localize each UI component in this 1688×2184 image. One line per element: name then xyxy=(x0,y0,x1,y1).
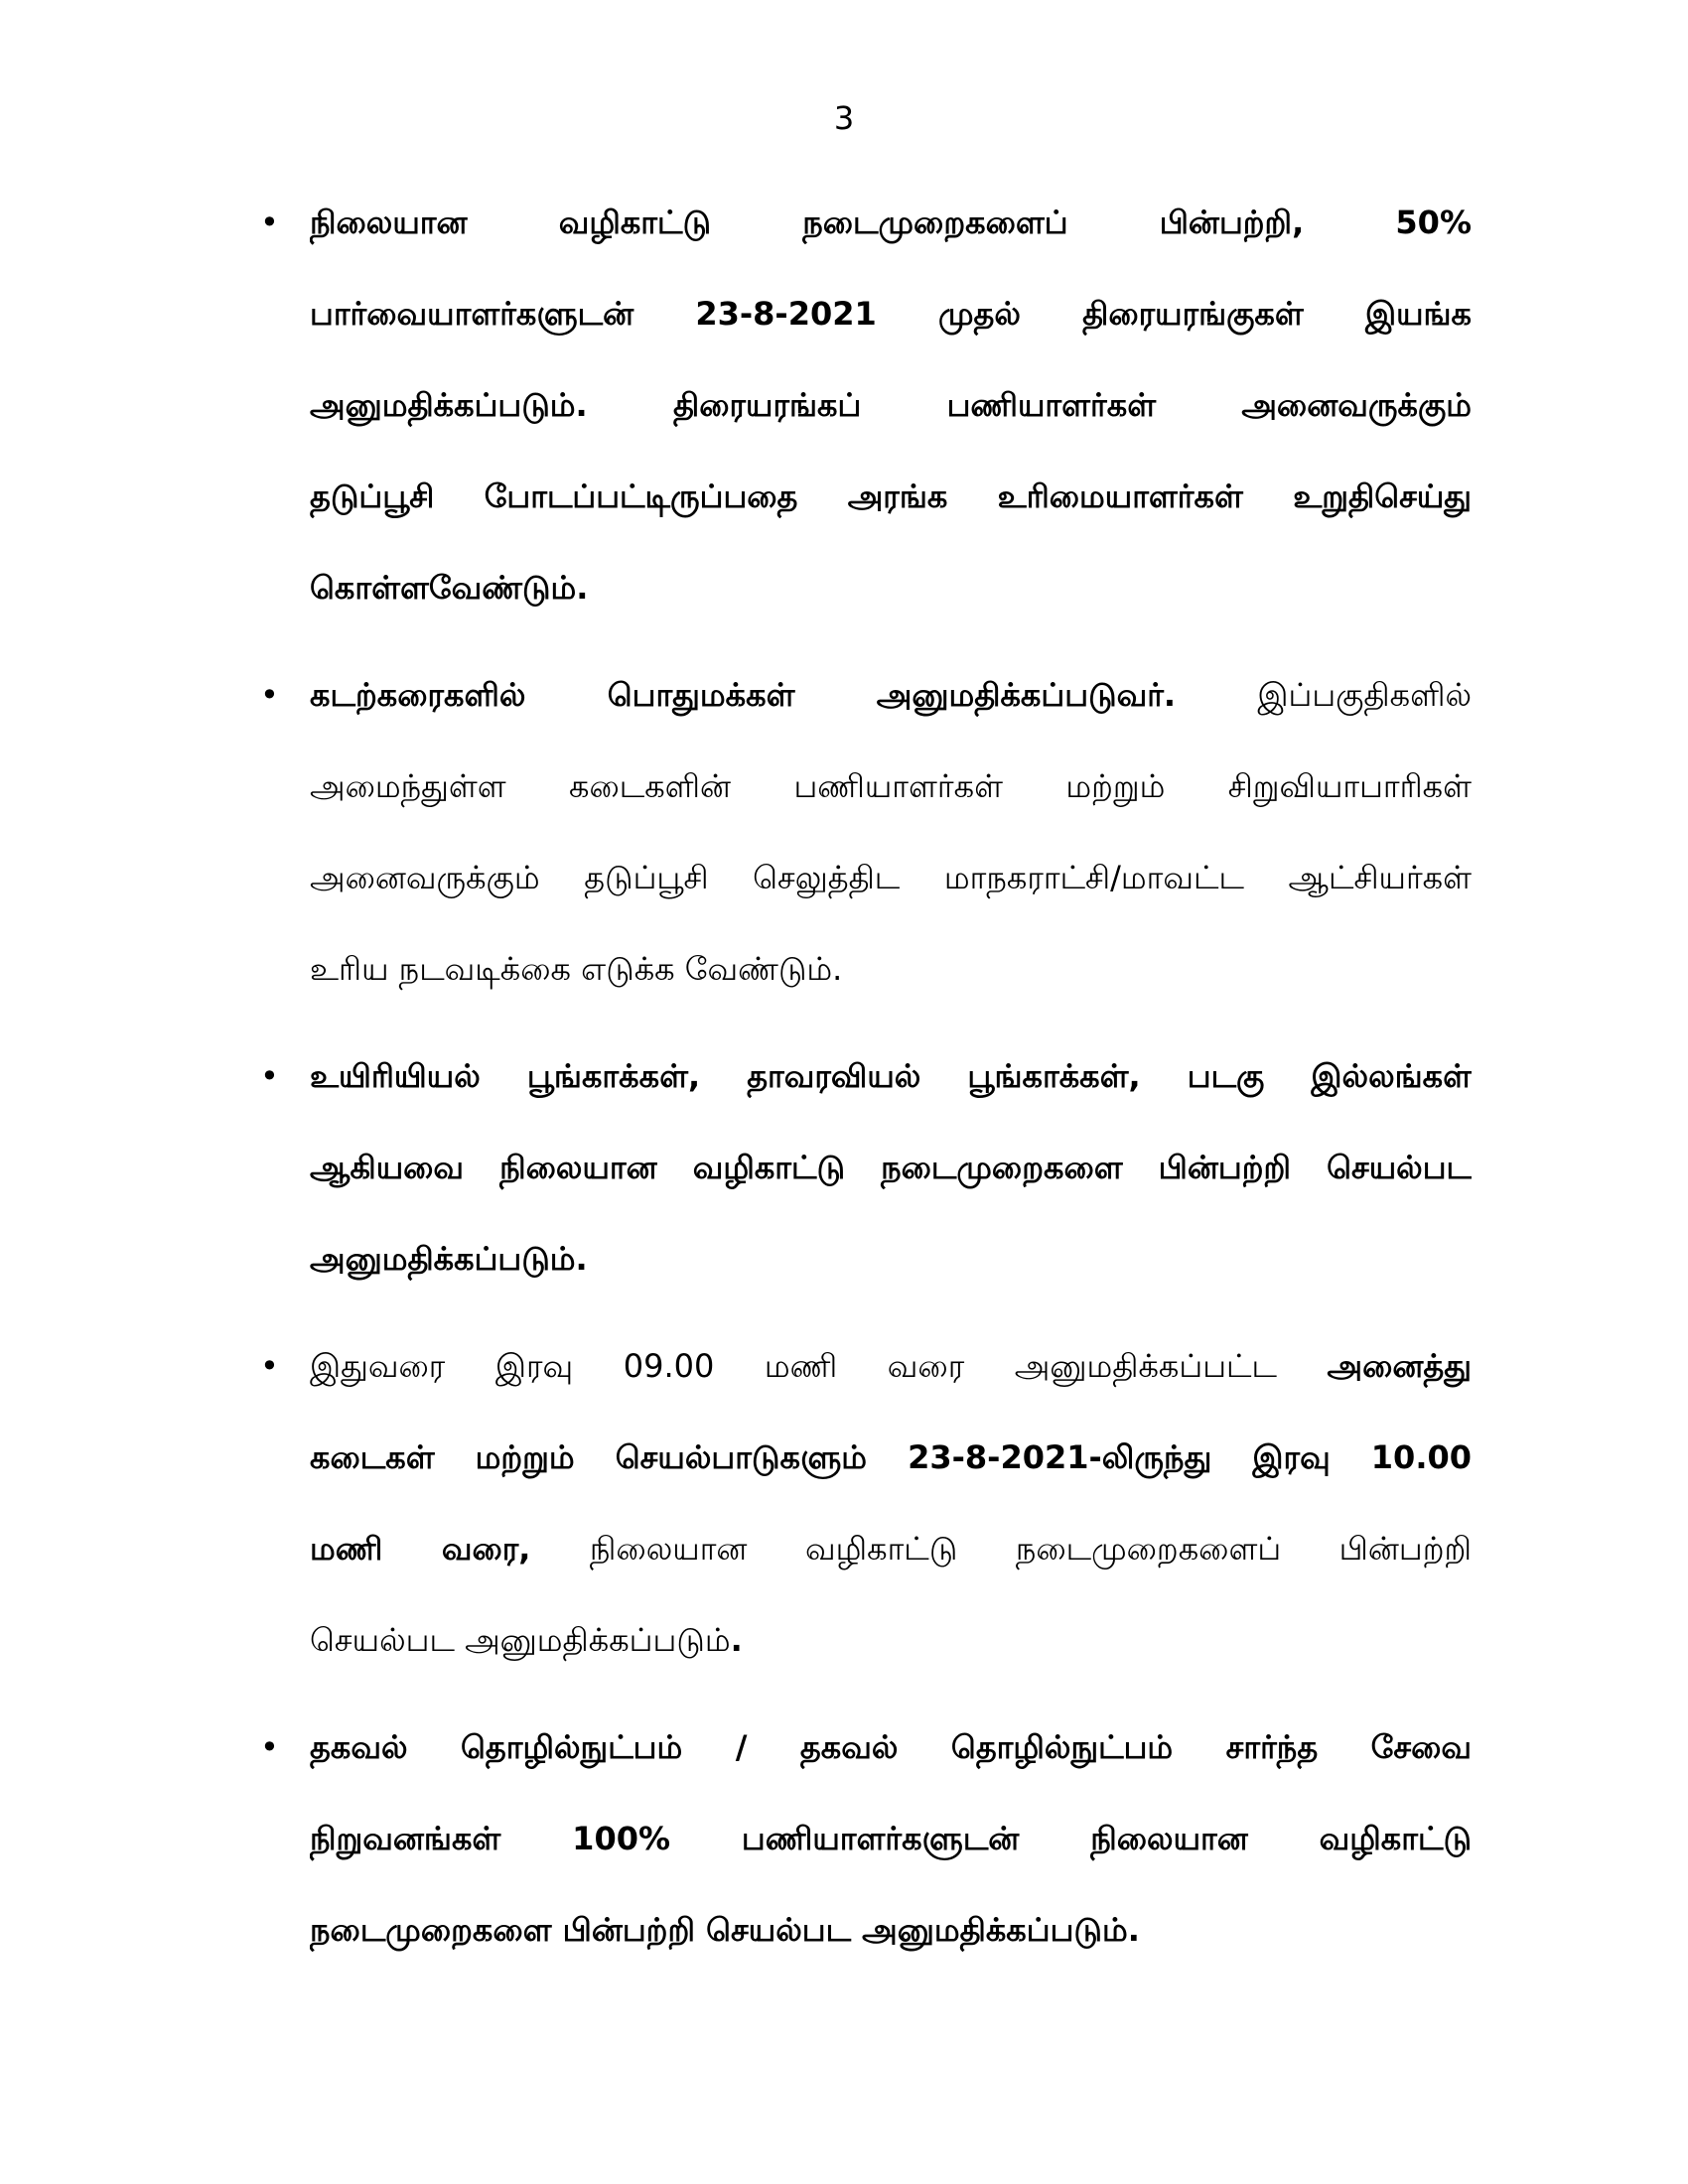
text-line xyxy=(310,649,1472,741)
text-segment: அனைத்து xyxy=(1327,1347,1472,1385)
text-line xyxy=(310,1320,1472,1412)
text-segment: கடற்கரைகளில் பொதுமக்கள் அனுமதிக்கப்படுவர். xyxy=(310,676,1258,714)
text-segment: உரிய நடவடிக்கை எடுக்க வேண்டும். xyxy=(310,950,843,988)
text-segment: பார்வையாளர்களுடன் 23-8-2021 முதல் திரையரங்குகள் இயங்க xyxy=(310,295,1472,333)
text-segment: அனுமதிக்கப்படும். திரையரங்கப் பணியாளர்கள் அனைவருக்கும் xyxy=(310,386,1472,424)
text-line xyxy=(310,1793,1472,1884)
bullet-dot-icon: • xyxy=(260,1057,279,1095)
text-segment: அமைந்துள்ள கடைகளின் பணியாளர்கள் மற்றும் சிறுவியாபாரிகள் xyxy=(310,767,1472,805)
text-segment: அனுமதிக்கப்படும். xyxy=(310,1240,588,1278)
bullet-list xyxy=(260,177,1472,1991)
bullet-dot-icon: • xyxy=(260,204,279,241)
text-segment: நிலையான வழிகாட்டு நடைமுறைகளைப் பின்பற்றி, 50% xyxy=(310,204,1472,241)
text-line xyxy=(310,359,1472,451)
text-line xyxy=(310,1594,1472,1686)
text-line xyxy=(310,451,1472,542)
text-segment: நடைமுறைகளை பின்பற்றி செயல்பட அனுமதிக்கப்படும். xyxy=(310,1911,1140,1949)
text-segment: மணி வரை, xyxy=(310,1530,590,1568)
text-line xyxy=(310,177,1472,268)
text-segment: இதுவரை இரவு 09.00 மணி வரை அனுமதிக்கப்பட்ட xyxy=(310,1347,1328,1385)
bullet-dot-icon: • xyxy=(260,676,279,714)
text-segment: செயல்பட அனுமதிக்கப்படும் xyxy=(310,1621,731,1659)
bullet-item xyxy=(260,1030,1472,1304)
text-segment: அனைவருக்கும் தடுப்பூசி செலுத்திட மாநகராட்சி/மாவட்ட ஆட்சியர்கள் xyxy=(310,859,1472,896)
text-line xyxy=(310,923,1472,1015)
text-segment: நிலையான வழிகாட்டு நடைமுறைகளைப் பின்பற்றி xyxy=(589,1530,1472,1568)
text-line xyxy=(310,268,1472,359)
text-segment: தகவல் தொழில்நுட்பம் / தகவல் தொழில்நுட்பம் சார்ந்த சேவை xyxy=(310,1728,1472,1766)
text-line xyxy=(310,1412,1472,1503)
text-segment: நிறுவனங்கள் 100% பணியாளர்களுடன் நிலையான வழிகாட்டு xyxy=(310,1820,1472,1857)
text-line xyxy=(310,832,1472,923)
text-line xyxy=(310,1702,1472,1793)
text-segment: கொள்ளவேண்டும். xyxy=(310,569,589,607)
text-segment: உயிரியியல் பூங்காக்கள், தாவரவியல் பூங்காக்கள், படகு இல்லங்கள் xyxy=(310,1057,1472,1095)
page-number: 3 xyxy=(833,99,855,137)
text-segment: ஆகியவை நிலையான வழிகாட்டு நடைமுறைகளை பின்பற்றி செயல்பட xyxy=(310,1149,1472,1186)
bullet-item xyxy=(260,1320,1472,1686)
text-line xyxy=(310,1503,1472,1594)
text-line xyxy=(310,1884,1472,1976)
text-line xyxy=(310,1030,1472,1122)
bullet-dot-icon: • xyxy=(260,1728,279,1766)
text-segment: இப்பகுதிகளில் xyxy=(1257,676,1472,714)
bullet-dot-icon: • xyxy=(260,1347,279,1385)
text-line xyxy=(310,542,1472,633)
text-segment: கடைகள் மற்றும் செயல்பாடுகளும் 23-8-2021-லிருந்து இரவு 10.00 xyxy=(310,1438,1472,1476)
bullet-item xyxy=(260,649,1472,1015)
bullet-item xyxy=(260,177,1472,633)
bullet-item xyxy=(260,1702,1472,1976)
text-line xyxy=(310,741,1472,832)
text-segment: தடுப்பூசி போடப்பட்டிருப்பதை அரங்க உரிமையாளர்கள் உறுதிசெய்து xyxy=(310,478,1472,515)
text-segment: . xyxy=(730,1621,743,1659)
text-line xyxy=(310,1122,1472,1213)
text-line xyxy=(310,1213,1472,1304)
